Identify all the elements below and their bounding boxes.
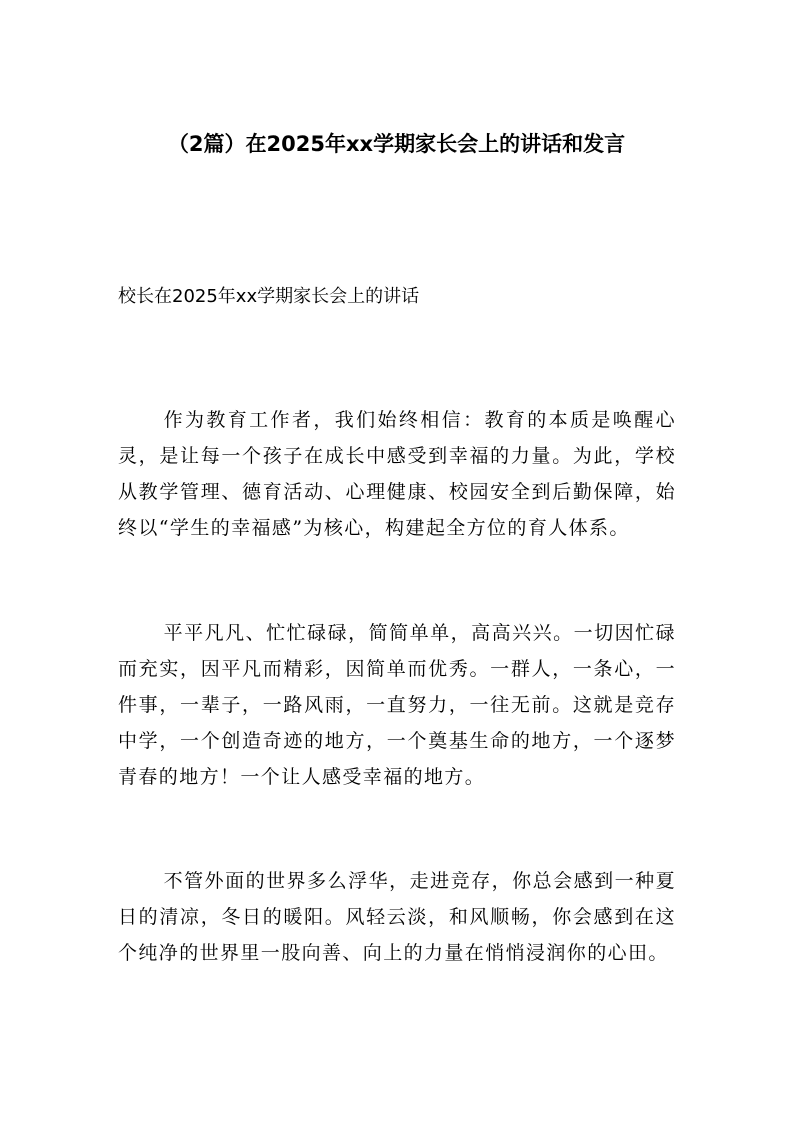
- body-paragraph: 作为教育工作者，我们始终相信：教育的本质是唤醒心灵，是让每一个孩子在成长中感受到幸福的力量。为此，学校从教学管理、德育活动、心理健康、校园安全到后勤保障，始终以“学生的幸福感”为核心，构建起全方位的育人体系。: [118, 409, 676, 539]
- body-paragraph: 平平凡凡、忙忙碌碌，简简单单，高高兴兴。一切因忙碌而充实，因平凡而精彩，因简单而优秀。一群人，一条心，一件事，一辈子，一路风雨，一直努力，一往无前。这就是竞存中学，一个创造奇迹的地方，一个奠基生命的地方，一个逐梦青春的地方！一个让人感受幸福的地方。: [118, 622, 676, 788]
- document-title: （2篇）在2025年xx学期家长会上的讲话和发言: [167, 132, 626, 156]
- section-subtitle: 校长在2025年xx学期家长会上的讲话: [118, 286, 420, 307]
- body-paragraph: 不管外面的世界多么浮华，走进竞存，你总会感到一种夏日的清凉，冬日的暖阳。风轻云淡，和风顺畅，你会感到在这个纯净的世界里一股向善、向上的力量在悄悄浸润你的心田。: [118, 870, 676, 964]
